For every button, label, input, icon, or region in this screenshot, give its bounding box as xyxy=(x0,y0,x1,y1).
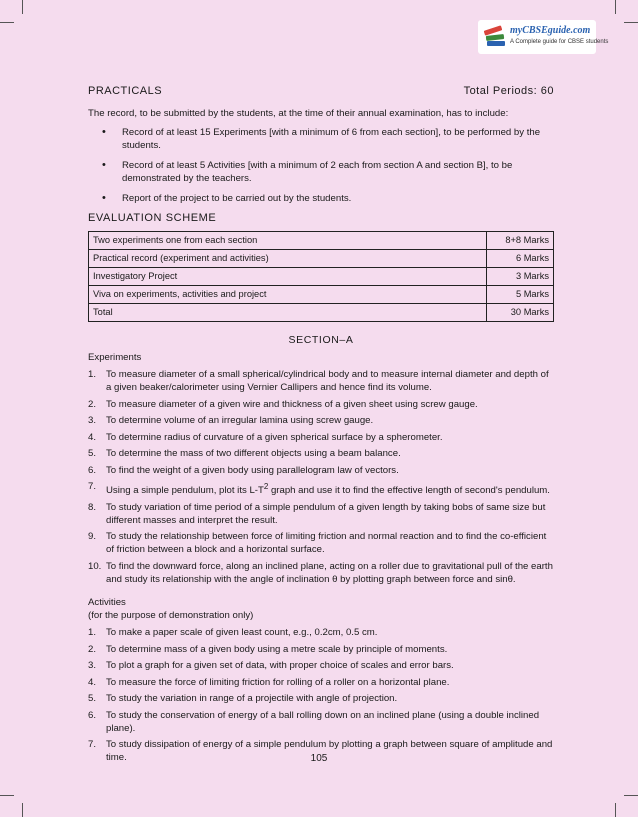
practicals-title: PRACTICALS xyxy=(88,85,163,97)
list-item xyxy=(88,643,554,656)
table-row xyxy=(89,268,554,286)
item-text-post: graph and use it to find the effective length of second's pendulum. xyxy=(268,485,550,497)
item-text: To plot a graph for a given set of data, with proper choice of scales and error bars. xyxy=(106,660,454,672)
item-number: 6. xyxy=(88,709,97,721)
activities-note: (for the purpose of demonstration only) xyxy=(88,610,254,622)
evaluation-title: EVALUATION SCHEME xyxy=(88,212,217,224)
section-a-title: SECTION–A xyxy=(288,334,354,346)
table-cell-marks: 3 Marks xyxy=(487,268,554,286)
list-item xyxy=(88,560,554,586)
table-cell-item: Investigatory Project xyxy=(89,268,487,286)
experiments-list xyxy=(88,368,554,586)
practicals-header xyxy=(88,85,554,98)
record-bullets xyxy=(88,126,554,205)
activities-label: Activities xyxy=(88,597,126,609)
item-text: To determine volume of an irregular lamina using screw gauge. xyxy=(106,415,374,426)
table-cell-marks: 5 Marks xyxy=(487,286,554,304)
site-logo xyxy=(478,20,609,54)
item-number: 8. xyxy=(88,501,97,513)
table-row xyxy=(89,286,554,304)
list-item xyxy=(88,676,554,689)
list-item xyxy=(88,530,554,556)
item-number: 2. xyxy=(88,398,97,410)
item-text: To determine mass of a given body using a metre scale by principle of moments. xyxy=(106,643,448,655)
table-cell-item: Practical record (experiment and activities) xyxy=(89,250,487,268)
item-number: 2. xyxy=(88,643,97,655)
list-item xyxy=(88,501,554,527)
item-number: 6. xyxy=(88,464,97,476)
crop-mark-bottom-left-v xyxy=(22,803,23,817)
page-number: 105 xyxy=(310,753,328,764)
item-number: 7. xyxy=(88,739,97,751)
bullet-item: • Record of at least 5 Activities [with a minimum of 2 each from section A and section B], to be demonstrated by the teachers. xyxy=(102,159,554,185)
table-cell-item: Viva on experiments, activities and project xyxy=(89,286,487,304)
item-text: To find the weight of a given body using parallelogram law of vectors. xyxy=(106,464,399,476)
list-item xyxy=(88,398,554,411)
item-number: 5. xyxy=(88,693,97,705)
list-item xyxy=(88,447,554,460)
evaluation-table xyxy=(88,231,554,322)
item-number: 1. xyxy=(88,627,97,639)
item-number: 10. xyxy=(88,560,102,572)
table-cell-item: Two experiments one from each section xyxy=(89,232,487,250)
item-number: 9. xyxy=(88,531,97,543)
item-number: 3. xyxy=(88,660,97,672)
bullet-item: • Record of at least 15 Experiments [with a minimum of 6 from each section], to be performed by the students. xyxy=(102,126,554,152)
item-text-sup: 2 xyxy=(263,482,269,491)
list-item xyxy=(88,626,554,639)
item-number: 1. xyxy=(88,369,97,380)
item-number: 3. xyxy=(88,415,97,426)
item-text: To study the conservation of energy of a ball rolling down on an inclined plane (using a double inclined plane). xyxy=(106,709,540,734)
list-item xyxy=(88,659,554,672)
item-text: To make a paper scale of given least count, e.g., 0.2cm, 0.5 cm. xyxy=(106,627,378,639)
item-number: 7. xyxy=(88,481,97,492)
crop-mark-bottom-left-h xyxy=(0,795,14,796)
table-row xyxy=(89,232,554,250)
logo-name: myCBSEguide.com xyxy=(510,25,591,36)
item-text: To study variation of time period of a simple pendulum of a given length by taking bobs of same size but different masses and interpret the result. xyxy=(106,501,546,526)
crop-mark-top-left-h xyxy=(0,22,14,23)
books-icon xyxy=(484,26,506,48)
item-number: 4. xyxy=(88,431,97,443)
item-number: 4. xyxy=(88,676,97,688)
table-cell-item: Total xyxy=(89,304,487,322)
list-item xyxy=(88,414,554,427)
item-text: To determine radius of curvature of a given spherical surface by a spherometer. xyxy=(106,431,443,443)
list-item xyxy=(88,368,554,394)
crop-mark-top-left-v xyxy=(22,0,23,14)
list-item xyxy=(88,431,554,444)
crop-mark-top-right-v xyxy=(615,0,616,14)
item-text: To measure diameter of a small spherical/cylindrical body and to measure internal diameter and depth of a given beaker/calorimeter using Vernier Callipers and hence find its volume. xyxy=(106,369,549,393)
crop-mark-bottom-right-v xyxy=(615,803,616,817)
list-item xyxy=(88,709,554,735)
logo-tagline: A Complete guide for CBSE students xyxy=(510,39,609,45)
table-cell-marks: 30 Marks xyxy=(487,304,554,322)
item-text-pre: Using a simple pendulum, plot its L-T xyxy=(106,485,264,497)
crop-mark-top-right-h xyxy=(624,22,638,23)
crop-mark-bottom-right-h xyxy=(624,795,638,796)
item-text: To study the relationship between force of limiting friction and normal reaction and to find the co-efficient of friction between a block and a horizontal surface. xyxy=(106,531,547,556)
experiments-label: Experiments xyxy=(88,352,142,363)
page-content xyxy=(88,85,554,768)
item-number: 5. xyxy=(88,448,97,459)
item-text: To measure diameter of a given wire and thickness of a given sheet using screw gauge. xyxy=(106,398,478,410)
item-text: To measure the force of limiting friction for rolling of a roller on a horizontal plane. xyxy=(106,676,450,688)
practicals-intro: The record, to be submitted by the students, at the time of their annual examination, has to include: xyxy=(88,108,509,119)
table-row xyxy=(89,304,554,322)
item-text: To determine the mass of two different objects using a beam balance. xyxy=(106,448,401,459)
item-text: To study dissipation of energy of a simple pendulum by plotting a graph between square of amplitude and time. xyxy=(106,739,553,764)
list-item xyxy=(88,692,554,705)
item-text: To study the variation in range of a projectile with angle of projection. xyxy=(106,693,398,705)
list-item xyxy=(88,464,554,477)
total-periods: Total Periods: 60 xyxy=(463,85,554,97)
table-cell-marks: 6 Marks xyxy=(487,250,554,268)
list-item xyxy=(88,480,554,497)
activities-list xyxy=(88,626,554,764)
item-text: To find the downward force, along an inclined plane, acting on a roller due to gravitational pull of the earth and study its relationship with the angle of inclination θ by plotting graph between force and sinθ. xyxy=(106,560,553,585)
bullet-item: • Report of the project to be carried out by the students. xyxy=(102,192,554,205)
table-cell-marks: 8+8 Marks xyxy=(487,232,554,250)
table-row xyxy=(89,250,554,268)
